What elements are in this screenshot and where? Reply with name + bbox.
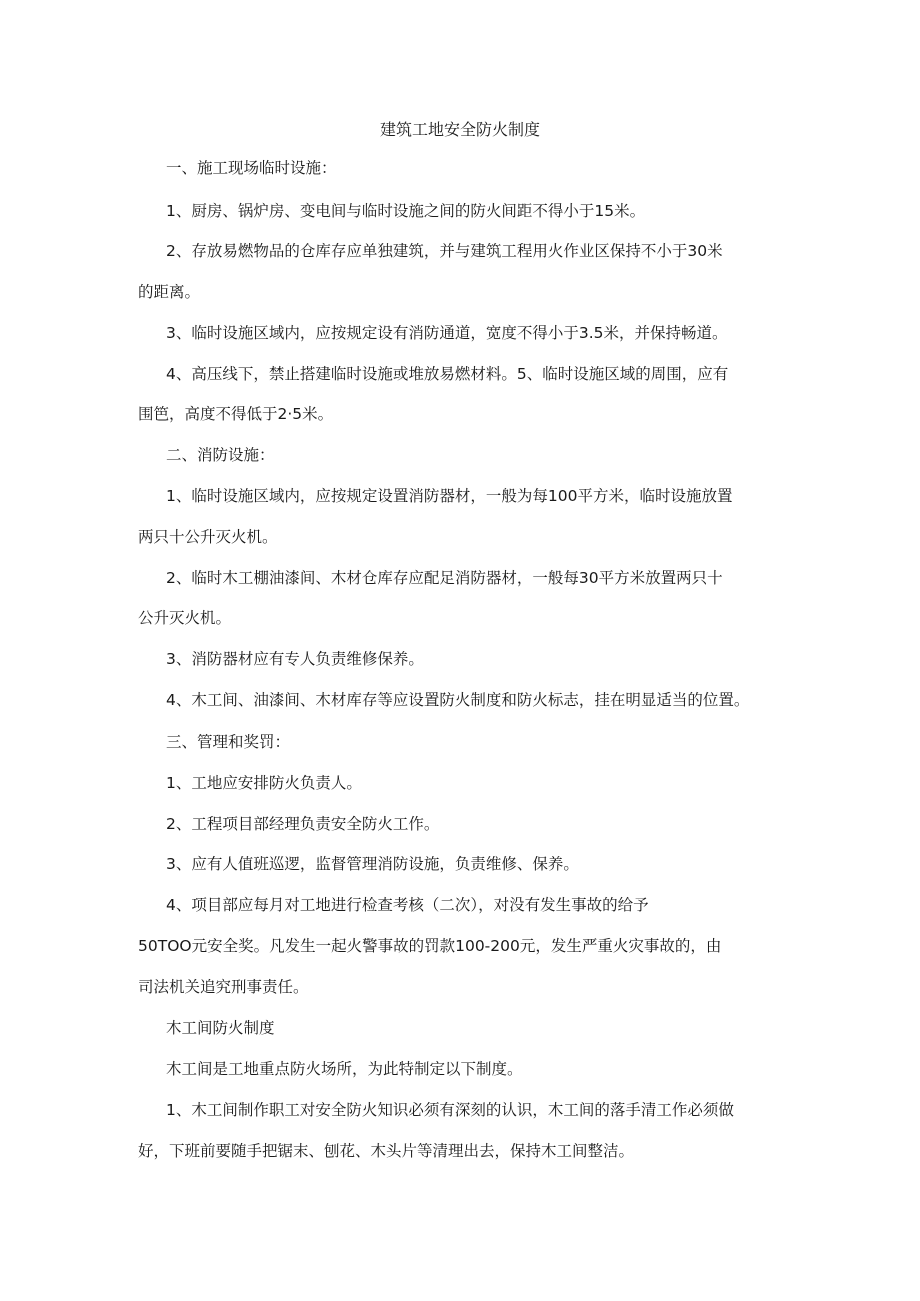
section-heading-3: 三、管理和奖罚：: [166, 733, 291, 751]
paragraph-4-1-cont: 好，下班前要随手把锯末、刨花、木头片等清理出去，保持木工间整洁。: [138, 1142, 635, 1160]
paragraph-2-2: 2、临时木工棚油漆间、木材仓库存应配足消防器材，一般每30平方米放置两只十: [166, 569, 723, 587]
paragraph-2-1: 1、临时设施区域内，应按规定设置消防器材，一般为每100平方米，临时设施放置: [166, 487, 733, 505]
paragraph-1-3: 3、临时设施区域内，应按规定设有消防通道，宽度不得小于3.5米，并保持畅道。: [166, 324, 728, 342]
section-heading-2: 二、消防设施：: [166, 446, 275, 464]
paragraph-4-1: 1、木工间制作职工对安全防火知识必须有深刻的认识，木工间的落手清工作必须做: [166, 1101, 734, 1119]
paragraph-1-4: 4、高压线下，禁止搭建临时设施或堆放易燃材料。5、临时设施区域的周围，应有: [166, 365, 729, 383]
paragraph-3-4-cont-1: 50TOO元安全奖。凡发生一起火警事故的罚款100-200元，发生严重火灾事故的，由: [138, 937, 722, 955]
section-heading-4: 木工间防火制度: [166, 1019, 275, 1037]
document-title: 建筑工地安全防火制度: [379, 120, 540, 139]
paragraph-1-2-cont: 的距离。: [138, 283, 201, 301]
paragraph-1-2: 2、存放易燃物品的仓库存应单独建筑，并与建筑工程用火作业区保持不小于30米: [166, 242, 723, 260]
paragraph-4-intro: 木工间是工地重点防火场所，为此特制定以下制度。: [166, 1060, 523, 1078]
paragraph-2-4: 4、木工间、油漆间、木材库存等应设置防火制度和防火标志，挂在明显适当的位置。: [166, 691, 750, 709]
paragraph-3-2: 2、工程项目部经理负责安全防火工作。: [166, 815, 440, 833]
paragraph-3-1: 1、工地应安排防火负责人。: [166, 774, 362, 792]
paragraph-3-4-cont-2: 司法机关追究刑事责任。: [138, 978, 309, 996]
paragraph-2-3: 3、消防器材应有专人负责维修保养。: [166, 650, 424, 668]
paragraph-1-4-cont: 围笆，高度不得低于2·5米。: [138, 405, 334, 423]
section-heading-1: 一、施工现场临时设施：: [166, 159, 337, 177]
paragraph-2-1-cont: 两只十公升灭火机。: [138, 528, 278, 546]
paragraph-3-3: 3、应有人值班巡逻，监督管理消防设施，负责维修、保养。: [166, 855, 579, 873]
paragraph-2-2-cont: 公升灭火机。: [138, 609, 232, 627]
paragraph-1-1: 1、厨房、锅炉房、变电间与临时设施之间的防火间距不得小于15米。: [166, 202, 646, 220]
paragraph-3-4: 4、项目部应每月对工地进行检查考核（二次），对没有发生事故的给予: [166, 896, 649, 914]
